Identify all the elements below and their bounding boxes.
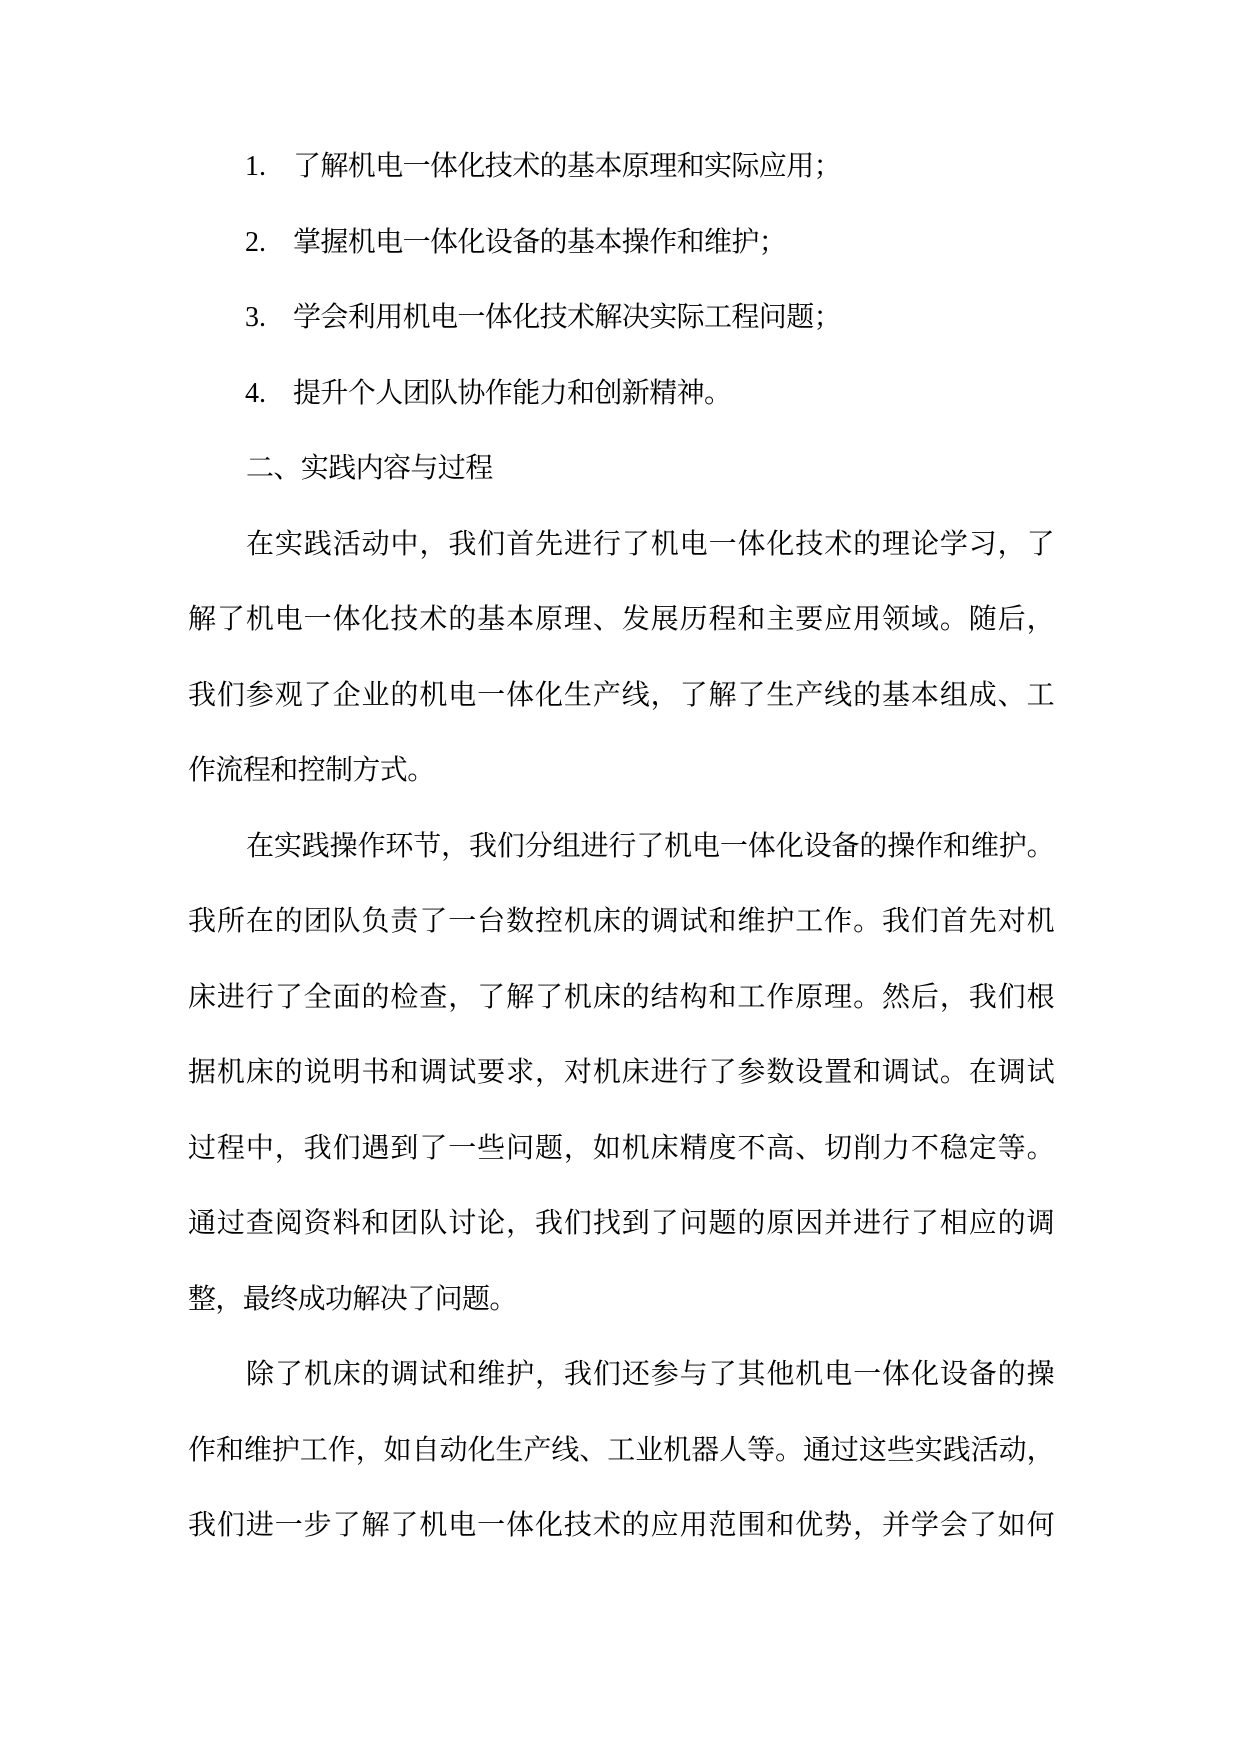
paragraph-line: 整，最终成功解决了问题。 [188,1283,517,1315]
list-item-number: 3. [245,302,266,333]
list-item-text: 学会利用机电一体化技术解决实际工程问题； [293,302,842,333]
document-text-block [188,129,1054,1564]
paragraph-line: 我们参观了企业的机电一体化生产线，了解了生产线的基本组成、工 [188,679,1054,711]
list-item [188,205,1054,281]
paragraph-line: 作和维护工作，如自动化生产线、工业机器人等。通过这些实践活动， [188,1434,1054,1466]
list-item-number: 2. [245,226,266,258]
list-item [188,356,1054,432]
paragraph-line: 据机床的说明书和调试要求，对机床进行了参数设置和调试。在调试 [188,1057,1054,1088]
list-item-number: 1. [245,151,266,182]
list-item-text: 了解机电一体化技术的基本原理和实际应用； [293,151,842,182]
paragraph-line: 通过查阅资料和团队讨论，我们找到了问题的原因并进行了相应的调 [188,1208,1054,1239]
paragraph-line: 在实践活动中，我们首先进行了机电一体化技术的理论学习，了 [246,528,1054,560]
list-item [188,129,1054,205]
paragraph-line: 床进行了全面的检查，了解了机床的结构和工作原理。然后，我们根 [188,981,1054,1013]
paragraph-line: 作流程和控制方式。 [188,755,435,786]
paragraph-line: 我所在的团队负责了一台数控机床的调试和维护工作。我们首先对机 [188,906,1054,937]
paragraph-line: 解了机电一体化技术的基本原理、发展历程和主要应用领域。随后， [188,604,1054,635]
paragraph-line: 在实践操作环节，我们分组进行了机电一体化设备的操作和维护。 [246,830,1054,862]
list-item [188,280,1054,356]
paragraph-line: 除了机床的调试和维护，我们还参与了其他机电一体化设备的操 [246,1359,1054,1390]
section-heading: 二、实践内容与过程 [246,453,493,484]
list-item-text: 提升个人团队协作能力和创新精神。 [293,377,732,409]
list-item-text: 掌握机电一体化设备的基本操作和维护； [293,226,787,258]
list-item-number: 4. [245,377,266,409]
paragraph-line: 过程中，我们遇到了一些问题，如机床精度不高、切削力不稳定等。 [188,1132,1054,1164]
paragraph-line: 我们进一步了解了机电一体化技术的应用范围和优势，并学会了如何 [188,1510,1054,1541]
